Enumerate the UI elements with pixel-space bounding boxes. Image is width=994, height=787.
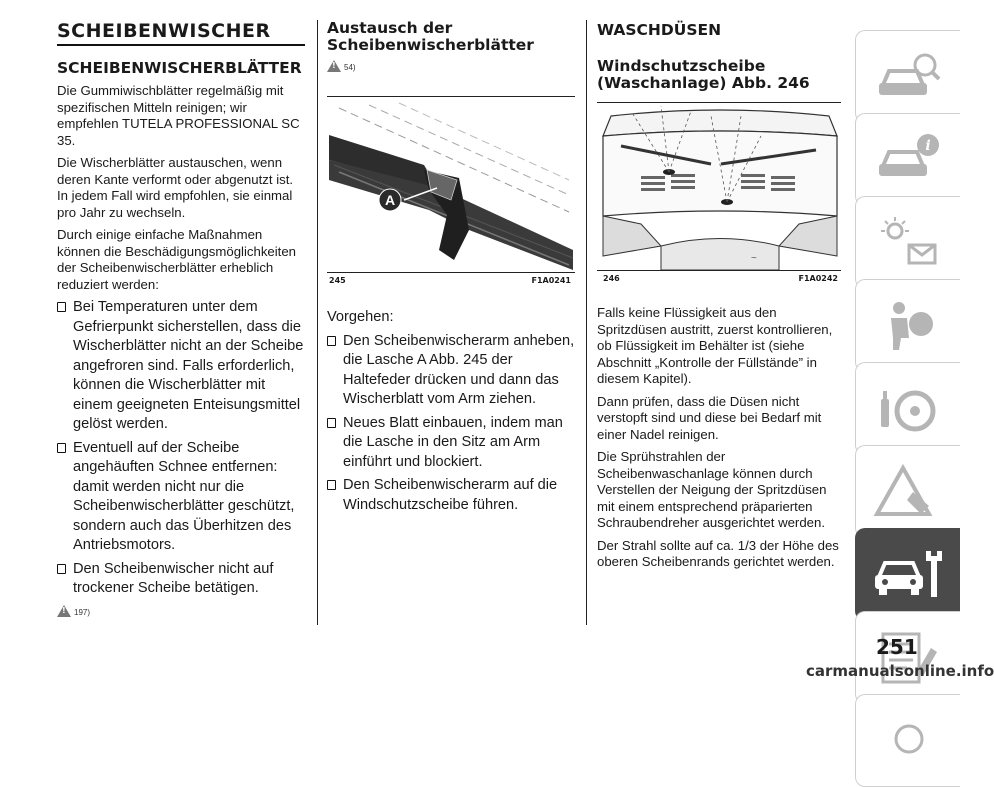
wiper-blade-illustration: [329, 100, 573, 270]
page-number: 251: [876, 635, 918, 659]
list-item: Eventuell auf der Scheibe angehäuften Schnee entfernen: damit werden nicht nur die Scheibenwischerblätter geschützt, sondern auch das Überhitzen des Antriebsmotors.: [57, 439, 307, 556]
paragraph: Dann prüfen, dass die Düsen nicht verstopft sind und diese bei Bedarf mit einer Nadel reinigen.: [597, 393, 822, 442]
dashboard-lights-icon: [873, 213, 943, 273]
checkbox-bullet-icon: [327, 336, 336, 346]
chapter-tab-emergency[interactable]: [855, 445, 960, 538]
column-divider: [586, 20, 587, 625]
checkbox-bullet-icon: [57, 443, 66, 453]
subsection-title: SCHEIBENWISCHERBLÄTTER: [57, 59, 302, 77]
list-item: Neues Blatt einbauen, indem man die Lasche in den Sitz am Arm einführt und blockiert.: [327, 414, 577, 473]
list-item: Den Scheibenwischerarm anheben, die Lasche A Abb. 245 der Haltefeder drücken und dann das Wischerblatt vom Arm ziehen.: [327, 332, 577, 410]
paragraph: Der Strahl sollte auf ca. 1/3 der Höhe des oberen Scheibenrands gerichtet werden.: [597, 537, 839, 569]
car-search-icon: [873, 47, 943, 107]
section-title: SCHEIBENWISCHER: [57, 20, 271, 42]
title-underline: [57, 44, 305, 46]
figure-bottom-rule: [327, 272, 575, 273]
chapter-tab-car-info[interactable]: [855, 113, 960, 206]
warning-triangle-icon: [57, 605, 71, 617]
list-item: Bei Temperaturen unter dem Gefrierpunkt sicherstellen, dass die Wischerblätter nicht an der Scheibe angefroren sind. Falls erforderlich, können die Wischerblätter mit einem geeigneten Enteisungsmittel gelöst werden.: [57, 298, 307, 435]
svg-text:i: i: [925, 137, 931, 154]
figure-top-rule: [597, 102, 841, 103]
car-info-icon: [873, 130, 943, 190]
figure-number: 245: [329, 276, 346, 285]
paragraph: Die Sprühstrahlen der Scheibenwaschanlage können durch Verstellen der Neigung der Spritzdüsen mit einem entsprechend präparierten Schraubendreher ausgerichtet werden.: [597, 449, 827, 530]
paragraph: Falls keine Flüssigkeit aus den Spritzdüsen austritt, zuerst kontrollieren, ob Flüssigkeit im Behälter ist (siehe Abschnitt „Kontrolle der Füllstände” in diesem Kapitel).: [597, 305, 833, 386]
column-divider: [317, 20, 318, 625]
watermark: carmanualsonline.info: [806, 662, 994, 680]
index-letters-icon: [873, 711, 943, 771]
checkbox-bullet-icon: [57, 564, 66, 574]
chapter-tab-car-overview[interactable]: [855, 30, 960, 123]
warning-triangle-icon: [873, 462, 943, 522]
figure-top-rule: [327, 96, 575, 97]
chapter-tab-maintenance[interactable]: [855, 528, 960, 621]
warning-reference[interactable]: ! 54): [327, 60, 356, 72]
paragraph: Durch einige einfache Maßnahmen können die Beschädigungsmöglichkeiten der Scheibenwischerblätter erheblich reduziert werden:: [57, 227, 297, 292]
paragraph: Die Wischerblätter austauschen, wenn deren Kante verformt oder abgenutzt ist. In jedem Fall wird empfohlen, sie einmal pro Jahr zu wechseln.: [57, 155, 294, 220]
chapter-tab-safety[interactable]: [855, 279, 960, 372]
car-maintenance-icon: [871, 545, 945, 605]
svg-text:~: ~: [751, 253, 757, 264]
figure-number: 246: [603, 274, 620, 283]
list-item: Den Scheibenwischer nicht auf trockener Scheibe betätigen.: [57, 560, 307, 599]
intro-text: Vorgehen:: [327, 309, 394, 325]
figure-code: F1A0242: [798, 274, 838, 283]
airbag-safety-icon: [873, 296, 943, 356]
paragraph: Die Gummiwischblätter regelmäßig mit spezifischen Mitteln reinigen; wir empfehlen TUTELA PROFESSIONAL SC 35.: [57, 83, 300, 148]
figure-wiper-blade: [329, 100, 573, 270]
checkbox-bullet-icon: [57, 302, 66, 312]
chapter-tab-driving[interactable]: [855, 362, 960, 455]
chapter-tab-dashboard[interactable]: [855, 196, 960, 289]
list-item: Den Scheibenwischerarm auf die Windschutzscheibe führen.: [327, 476, 577, 515]
chapter-tab-index[interactable]: [855, 694, 960, 787]
car-hood-illustration: [601, 106, 839, 270]
figure-label-a: A: [384, 192, 396, 208]
warning-triangle-icon: [327, 60, 341, 72]
subsection-title: Austausch der Scheibenwischerblätter: [327, 19, 534, 54]
warning-reference[interactable]: ! 197): [57, 605, 307, 617]
checkbox-bullet-icon: [327, 480, 336, 490]
subsection-title: Windschutzscheibe (Waschanlage) Abb. 246: [597, 57, 810, 92]
section-title: WASCHDÜSEN: [597, 21, 722, 39]
figure-washer-nozzles: [601, 106, 839, 270]
checkbox-bullet-icon: [327, 418, 336, 428]
figure-code: F1A0241: [531, 276, 571, 285]
figure-bottom-rule: [597, 270, 841, 271]
steering-wheel-icon: [873, 379, 943, 439]
